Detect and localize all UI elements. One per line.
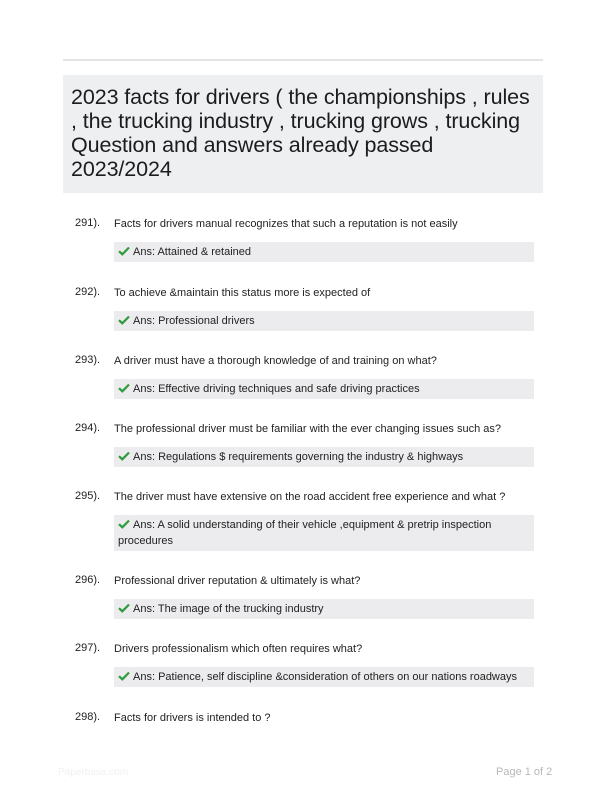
answer-box — [114, 311, 534, 331]
question-number: 292). — [75, 286, 101, 298]
answer-text: Ans: A solid understanding of their vehicle ,equipment & pretrip inspection procedures — [118, 519, 492, 547]
answer-text: Ans: Regulations $ requirements governing the industry & highways — [133, 451, 464, 463]
question-number: 296). — [75, 574, 101, 586]
check-icon — [118, 519, 130, 529]
question-text: A driver must have a thorough knowledge of and training on what? — [114, 355, 437, 367]
answer-text: Ans: Patience, self discipline &consideration of others on our nations roadways — [133, 671, 517, 683]
answer-box — [114, 667, 534, 687]
check-icon — [118, 383, 130, 393]
check-icon — [118, 315, 130, 325]
question-text: To achieve &maintain this status more is expected of — [114, 287, 371, 299]
answer-text: Ans: Effective driving techniques and safe driving practices — [133, 383, 420, 395]
check-icon — [118, 671, 130, 681]
top-divider — [63, 59, 543, 61]
question-text: The driver must have extensive on the road accident free experience and what ? — [114, 491, 506, 503]
question-number: 295). — [75, 490, 101, 502]
document-title: 2023 facts for drivers ( the championships , rules , the trucking industry , trucking grows , trucking Question and answers already passed 2023/2024 — [71, 85, 530, 181]
footer-watermark: Paperbase.com — [58, 767, 129, 778]
document-title-box — [63, 75, 543, 193]
question-text: Facts for drivers manual recognizes that such a reputation is not easily — [114, 218, 458, 230]
question-number: 298). — [75, 711, 101, 723]
question-number: 293). — [75, 354, 101, 366]
answer-text: Ans: The image of the trucking industry — [133, 603, 324, 615]
page-number: Page 1 of 2 — [496, 766, 553, 778]
question-number: 297). — [75, 642, 101, 654]
answer-box — [114, 379, 534, 399]
question-text: Professional driver reputation & ultimately is what? — [114, 575, 361, 587]
answer-box — [114, 447, 534, 467]
answer-box — [114, 242, 534, 262]
answer-text: Ans: Attained & retained — [133, 246, 252, 258]
check-icon — [118, 246, 130, 256]
question-text: Drivers professionalism which often requires what? — [114, 643, 363, 655]
answer-text: Ans: Professional drivers — [133, 315, 255, 327]
question-number: 294). — [75, 422, 101, 434]
check-icon — [118, 451, 130, 461]
answer-box — [114, 515, 534, 551]
check-icon — [118, 603, 130, 613]
question-number: 291). — [75, 217, 101, 229]
question-text: Facts for drivers is intended to ? — [114, 712, 271, 724]
answer-box — [114, 599, 534, 619]
question-text: The professional driver must be familiar with the ever changing issues such as? — [114, 423, 502, 435]
